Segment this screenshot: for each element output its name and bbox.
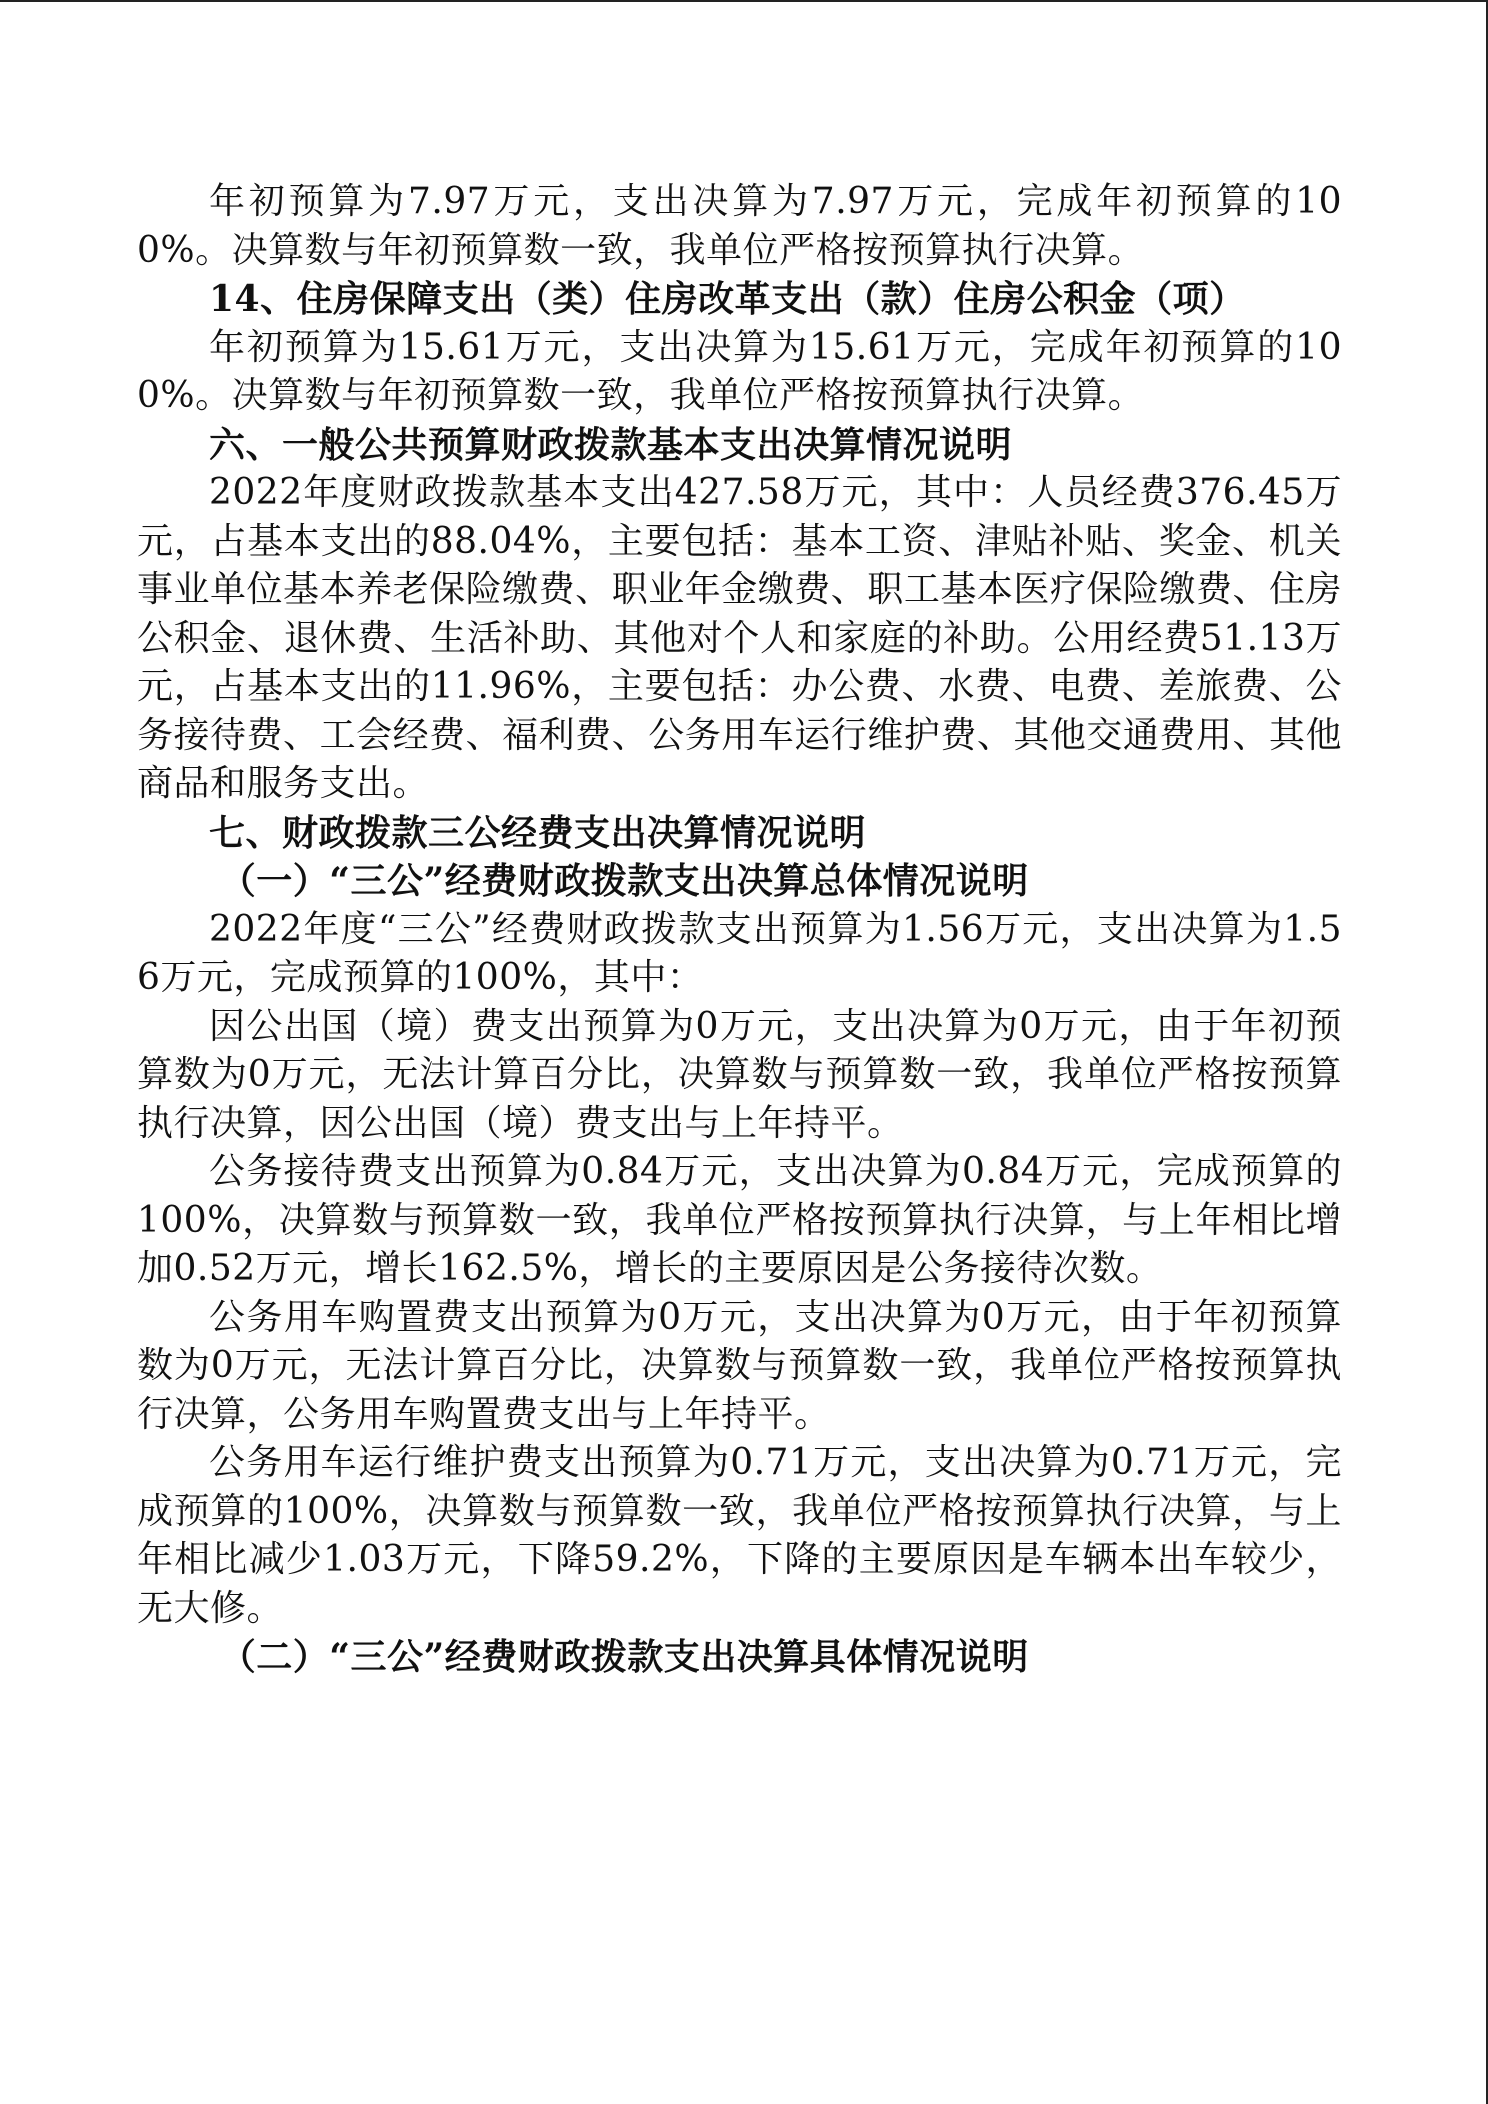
heading-basic-expenditure: 六、一般公共预算财政拨款基本支出决算情况说明 xyxy=(209,423,1013,466)
paragraph-housing-fund-result: 年初预算为15.61万元，支出决算为15.61万元，完成年初预算的100%。决算数与年初预算数一致，我单位严格按预算执行决算。 xyxy=(137,326,1342,416)
heading-three-public-detail: （二）“三公”经费财政拨款支出决算具体情况说明 xyxy=(219,1636,1029,1678)
heading-housing-fund-item: 14、住房保障支出（类）住房改革支出（款）住房公积金（项） xyxy=(209,278,1246,320)
paragraph-vehicle-maintenance: 公务用车运行维护费支出预算为0.71万元，支出决算为0.71万元，完成预算的100%，决算数与预算数一致，我单位严格按预算执行决算，与上年相比减少1.03万元，下降59.2%，下降的主要原因是车辆本出车较少，无大修。 xyxy=(137,1442,1342,1629)
paragraph-overseas-travel: 因公出国（境）费支出预算为0万元，支出决算为0万元，由于年初预算数为0万元，无法计算百分比，决算数与预算数一致，我单位严格按预算执行决算，因公出国（境）费支出与上年持平。 xyxy=(137,1005,1342,1144)
paragraph-housing-reform-result: 年初预算为7.97万元，支出决算为7.97万元，完成年初预算的100%。决算数与年初预算数一致，我单位严格按预算执行决算。 xyxy=(137,181,1342,271)
heading-three-public-expenses: 七、财政拨款三公经费支出决算情况说明 xyxy=(209,811,867,854)
paragraph-official-reception: 公务接待费支出预算为0.84万元，支出决算为0.84万元，完成预算的100%，决算数与预算数一致，我单位严格按预算执行决算，与上年相比增加0.52万元，增长162.5%，增长的主要原因是公务接待次数。 xyxy=(137,1151,1342,1289)
document-body xyxy=(137,178,1342,1682)
paragraph-basic-expenditure: 2022年度财政拨款基本支出427.58万元，其中：人员经费376.45万元，占基本支出的88.04%，主要包括：基本工资、津贴补贴、奖金、机关事业单位基本养老保险缴费、职业年金缴费、职工基本医疗保险缴费、住房公积金、退休费、生活补助、其他对个人和家庭的补助。公用经费51.13万元，占基本支出的11.96%，主要包括：办公费、水费、电费、差旅费、公务接待费、工会经费、福利费、公务用车运行维护费、其他交通费用、其他商品和服务支出。 xyxy=(137,472,1342,804)
paragraph-three-public-total: 2022年度“三公”经费财政拨款支出预算为1.56万元，支出决算为1.56万元，完成预算的100%，其中： xyxy=(137,908,1342,998)
paragraph-vehicle-purchase: 公务用车购置费支出预算为0万元，支出决算为0万元，由于年初预算数为0万元，无法计算百分比，决算数与预算数一致，我单位严格按预算执行决算，公务用车购置费支出与上年持平。 xyxy=(137,1296,1342,1435)
heading-three-public-overall: （一）“三公”经费财政拨款支出决算总体情况说明 xyxy=(219,860,1029,902)
